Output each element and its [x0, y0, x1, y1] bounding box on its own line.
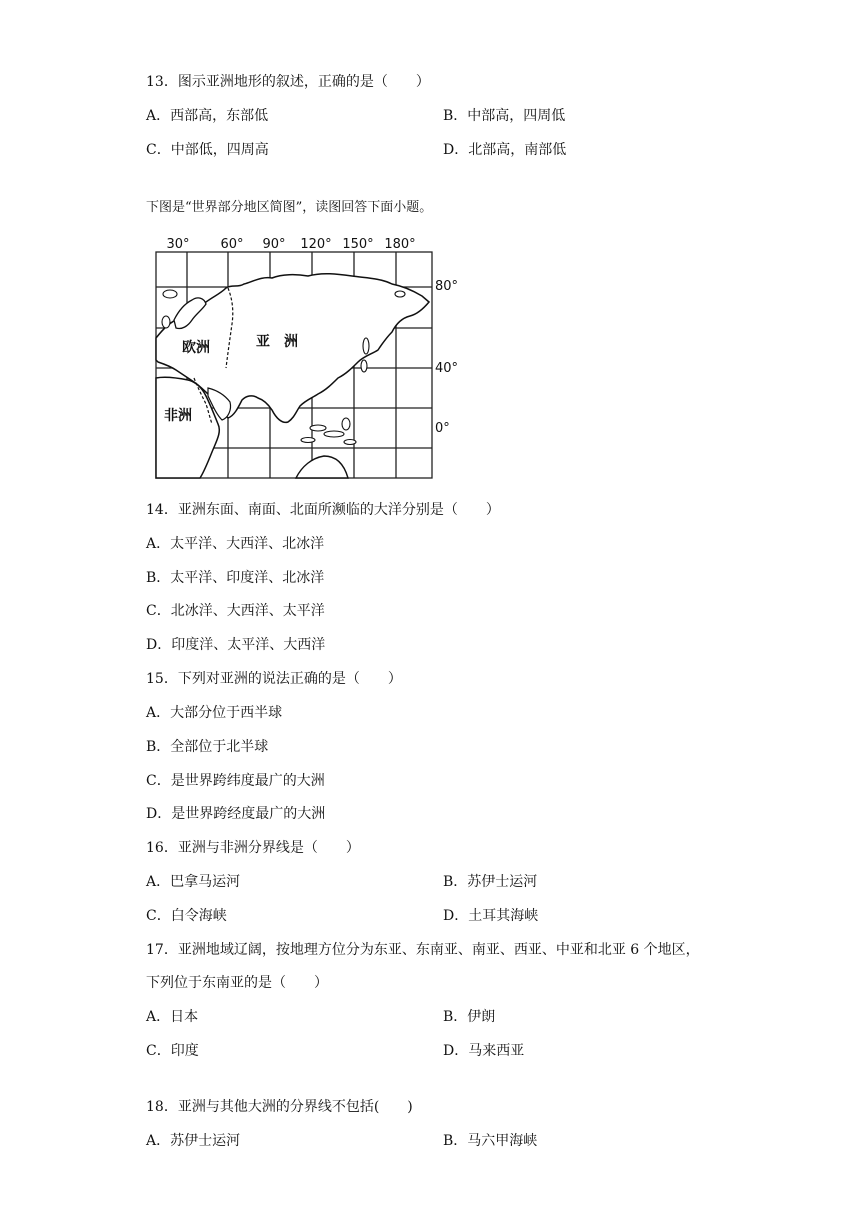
- region-label-europe: 欧洲: [182, 340, 210, 356]
- lat-label-80: 80°: [435, 279, 459, 294]
- q13-option-c: C．中部低，四周高: [146, 142, 269, 158]
- question-18-stem: 18．亚洲与其他大洲的分界线不包括( ): [146, 1099, 413, 1115]
- q17-option-b: B．伊朗: [443, 1009, 496, 1025]
- q18-option-b: B．马六甲海峡: [443, 1133, 538, 1149]
- question-15-stem: 15．下列对亚洲的说法正确的是（ ）: [146, 671, 402, 687]
- q13-option-b: B．中部高，四周低: [443, 108, 566, 124]
- lon-label-180: 180°: [384, 237, 416, 252]
- q17-option-c: C．印度: [146, 1043, 199, 1059]
- q16-option-b: B．苏伊士运河: [443, 874, 538, 890]
- question-17-stem-line2: 下列位于东南亚的是（ ）: [146, 975, 328, 991]
- lon-label-120: 120°: [300, 237, 332, 252]
- question-14-stem: 14．亚洲东面、南面、北面所濒临的大洋分别是（ ）: [146, 502, 500, 518]
- region-label-africa: 非洲: [164, 408, 192, 424]
- lat-label-0: 0°: [435, 421, 450, 436]
- q13-option-a: A．西部高，东部低: [146, 108, 269, 124]
- q17-option-d: D．马来西亚: [443, 1043, 525, 1059]
- lon-label-90: 90°: [262, 237, 286, 252]
- q18-option-a: A．苏伊士运河: [146, 1133, 241, 1149]
- q13-option-d: D．北部高，南部低: [443, 142, 567, 158]
- world-partial-map: [146, 228, 474, 482]
- q15-option-b: B．全部位于北半球: [146, 739, 269, 755]
- q14-option-d: D．印度洋、太平洋、大西洋: [146, 637, 326, 653]
- q15-option-c: C．是世界跨纬度最广的大洲: [146, 773, 325, 789]
- q16-option-c: C．白令海峡: [146, 908, 227, 924]
- lon-label-30: 30°: [166, 237, 190, 252]
- q14-option-c: C．北冰洋、大西洋、太平洋: [146, 603, 325, 619]
- question-13-stem: 13．图示亚洲地形的叙述，正确的是（ ）: [146, 74, 430, 90]
- q16-option-a: A．巴拿马运河: [146, 874, 241, 890]
- map-intro: 下图是“世界部分地区简图”，读图回答下面小题。: [146, 200, 433, 215]
- q16-option-d: D．土耳其海峡: [443, 908, 539, 924]
- q14-option-a: A．太平洋、大西洋、北冰洋: [146, 536, 325, 552]
- question-17-stem-line1: 17．亚洲地域辽阔，按地理方位分为东亚、东南亚、南亚、西亚、中亚和北亚 6 个地区，: [146, 942, 700, 958]
- lon-label-150: 150°: [342, 237, 374, 252]
- question-16-stem: 16．亚洲与非洲分界线是（ ）: [146, 840, 360, 856]
- lon-label-60: 60°: [220, 237, 244, 252]
- q15-option-a: A．大部分位于西半球: [146, 705, 283, 721]
- region-label-asia: 亚 洲: [256, 334, 298, 350]
- q17-option-a: A．日本: [146, 1009, 199, 1025]
- q15-option-d: D．是世界跨经度最广的大洲: [146, 806, 326, 822]
- q14-option-b: B．太平洋、印度洋、北冰洋: [146, 570, 325, 586]
- lat-label-40: 40°: [435, 361, 459, 376]
